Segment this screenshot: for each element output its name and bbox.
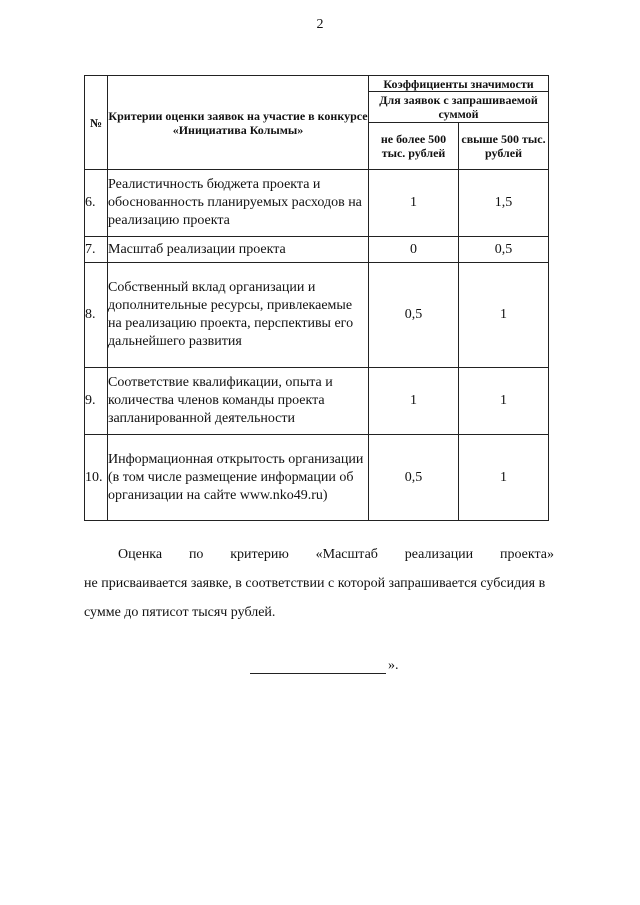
- row-value-over-500: 1: [459, 368, 549, 435]
- row-criterion: Собственный вклад организации и дополнительные ресурсы, привлекаемые на реализацию проекта, перспективы его дальнейшего развития: [108, 263, 369, 368]
- row-number: 10.: [85, 435, 108, 521]
- row-value-up-to-500: 0: [369, 237, 459, 263]
- header-number: №: [85, 76, 108, 170]
- row-value-up-to-500: 0,5: [369, 263, 459, 368]
- row-number: 6.: [85, 170, 108, 237]
- row-number: 7.: [85, 237, 108, 263]
- note-word: по: [188, 547, 204, 562]
- row-criterion: Информационная открытость организации (в том числе размещение информации об организации на сайте www.nko49.ru): [108, 435, 369, 521]
- signature-blank: [250, 657, 386, 674]
- header-criteria: Критерии оценки заявок на участие в конкурсе «Инициатива Колымы»: [108, 76, 369, 170]
- row-number: 8.: [85, 263, 108, 368]
- closing-line: [250, 657, 399, 674]
- page-number: 2: [316, 17, 324, 32]
- row-value-over-500: 1: [459, 435, 549, 521]
- table-row: [85, 170, 549, 237]
- table-row: [85, 435, 549, 521]
- note-word: Оценка: [118, 547, 163, 562]
- row-number: 9.: [85, 368, 108, 435]
- row-criterion: Масштаб реализации проекта: [108, 237, 369, 263]
- note-first-line: [84, 540, 554, 569]
- closing-quote: ».: [388, 658, 399, 673]
- note-paragraph: [84, 540, 554, 627]
- table-row: [85, 263, 549, 368]
- header-coefficients: Коэффициенты значимости: [369, 76, 549, 92]
- criteria-table: [84, 75, 549, 521]
- note-word: «Масштаб: [315, 547, 378, 562]
- note-word: проекта»: [499, 547, 554, 562]
- note-word: критерию: [230, 547, 289, 562]
- row-value-over-500: 1: [459, 263, 549, 368]
- row-criterion: Соответствие квалификации, опыта и количества членов команды проекта запланированной деятельности: [108, 368, 369, 435]
- note-text: не присваивается заявке, в соответствии с которой запрашивается субсидия в сумме до пятисот тысяч рублей.: [84, 576, 546, 620]
- row-criterion: Реалистичность бюджета проекта и обоснованность планируемых расходов на реализацию проекта: [108, 170, 369, 237]
- table-row: [85, 237, 549, 263]
- row-value-up-to-500: 1: [369, 368, 459, 435]
- header-over-500: свыше 500 тыс. рублей: [459, 123, 549, 170]
- row-value-over-500: 1,5: [459, 170, 549, 237]
- row-value-over-500: 0,5: [459, 237, 549, 263]
- table-row: [85, 368, 549, 435]
- note-word: реализации: [404, 547, 474, 562]
- header-up-to-500: не более 500 тыс. рублей: [369, 123, 459, 170]
- row-value-up-to-500: 0,5: [369, 435, 459, 521]
- row-value-up-to-500: 1: [369, 170, 459, 237]
- header-amount-group: Для заявок с запрашиваемой суммой: [369, 92, 549, 123]
